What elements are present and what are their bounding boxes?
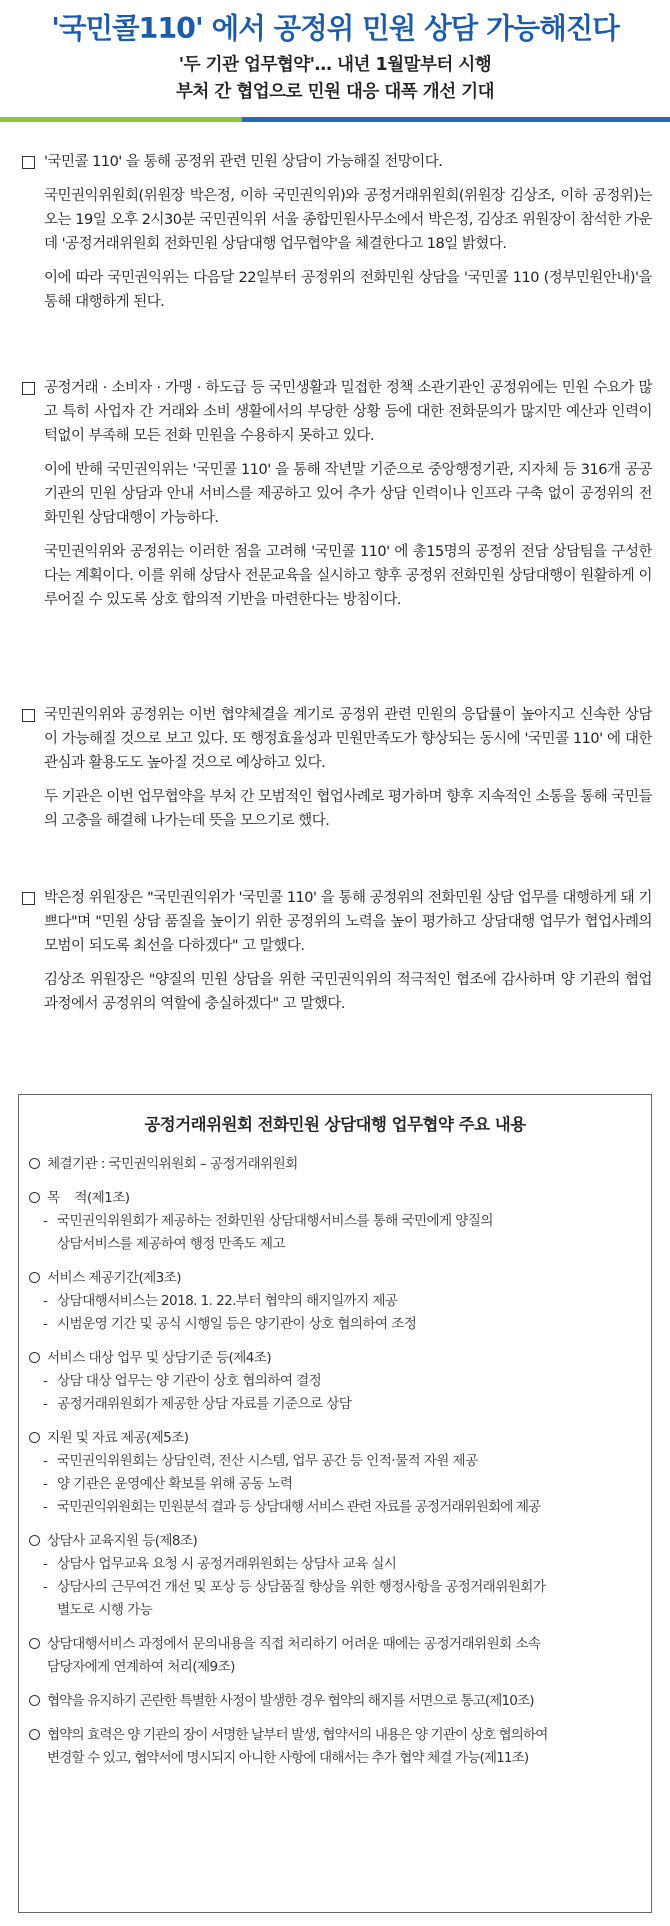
circle-bullet-icon <box>29 1695 40 1706</box>
paragraph: 김상조 위원장은 "양질의 민원 상담을 위한 국민권익위의 적극적인 협조에 감사하며 양 기관의 협업 과정에서 공정위의 역할에 충실하겠다" 고 말했다. <box>44 972 652 1012</box>
summary-subitem: 국민권익위원회가 제공하는 전화민원 상담대행서비스를 통해 국민에게 양질의 <box>57 1213 493 1229</box>
summary-subitem: 상담사 업무교육 요청 시 공정거래위원회는 상담사 교육 실시 <box>57 1556 397 1572</box>
section-4 <box>22 886 652 1016</box>
summary-item: 상담사 교육지원 등(제8조) - 상담사 업무교육 요청 시 공정거래위원회는 상담사 교육 실시 - 상담사의 근무여건 개선 및 포상 등 상담품질 향상을 위한 행정사항을 공정거래위원회가 별도로 시행 가능 <box>29 1530 645 1622</box>
subtitle-line-1: '두 기관 업무협약'… 내년 1월말부터 시행 <box>178 55 492 75</box>
paragraph: 이에 따라 국민권익위는 다음달 22일부터 공정위의 전화민원 상담을 '국민콜 110 (정부민원안내)'을 통해 대행하게 된다. <box>44 270 652 310</box>
summary-item: 서비스 제공기간(제3조) - 상담대행서비스는 2018. 1. 22.부터 협약의 해지일까지 제공 - 시범운영 기간 및 공식 시행일 등은 양기관이 상호 협의하여 조정 <box>29 1267 645 1336</box>
paragraph: 국민권익위와 공정위는 이러한 점을 고려해 '국민콜 110' 에 총15명의 공정위 전담 상담팀을 구성한다는 계획이다. 이를 위해 상담사 전문교육을 실시하고 향후 공정위 전화민원 상담대행이 원활하게 이루어질 수 있도록 상호 합의적 기반을 마련한다는 방침이다. <box>44 544 652 608</box>
section-bullet: '국민콜 110' 을 통해 공정위 관련 민원 상담이 가능해질 전망이다. <box>22 150 652 174</box>
summary-list <box>29 1153 645 1781</box>
circle-bullet-icon <box>29 1432 40 1443</box>
circle-bullet-icon <box>29 1352 40 1363</box>
summary-title: 공정거래위원회 전화민원 상담대행 업무협약 주요 내용 <box>144 1115 526 1134</box>
summary-subitem: 국민권익위원회는 상담인력, 전산 시스템, 업무 공간 등 인적·물적 자원 제공 <box>57 1453 478 1469</box>
summary-subitem: 상담대행서비스는 2018. 1. 22.부터 협약의 해지일까지 제공 <box>57 1293 398 1309</box>
subtitle-line-2: 부처 간 협업으로 민원 대응 대폭 개선 기대 <box>175 82 495 102</box>
summary-item: 서비스 대상 업무 및 상담기준 등(제4조) - 상담 대상 업무는 양 기관이 상호 협의하여 결정 - 공정거래위원회가 제공한 상담 자료를 기준으로 상담 <box>29 1347 645 1416</box>
summary-item-cont: 담당자에게 연계하여 처리(제9조) <box>47 1659 235 1675</box>
agreement-summary-box <box>18 1094 652 1913</box>
circle-bullet-icon <box>29 1729 40 1740</box>
divider-blue <box>242 117 670 122</box>
circle-bullet-icon <box>29 1192 40 1203</box>
paragraph: 국민권익위원회(위원장 박은정, 이하 국민권익위)와 공정거래위원회(위원장 김상조, 이하 공정위)는 오는 19일 오후 2시30분 국민권익위 서울 종합민원사무소에서 박은정, 김상조 위원장이 참석한 가운데 '공정거래위원회 전화민원 상담대행 업무협약'을 체결한다고 18일 밝혔다. <box>44 188 652 252</box>
section-bullet: 박은정 위원장은 "국민권익위가 '국민콜 110' 을 통해 공정위의 전화민원 상담 업무를 대행하게 돼 기쁘다"며 "민원 상담 품질을 높이기 위한 공정위의 노력을 높이 평가하고 상담대행 업무가 협업사례의 모범이 되도록 최선을 다하겠다" 고 말했다. <box>22 886 652 958</box>
summary-item: 목 적(제1조) - 국민권익위원회가 제공하는 전화민원 상담대행서비스를 통해 국민에게 양질의 상담서비스를 제공하여 행정 만족도 제고 <box>29 1187 645 1256</box>
article-title: '국민콜110' 에서 공정위 민원 상담 가능해진다 <box>51 12 619 45</box>
article-subtitle <box>0 52 670 106</box>
summary-item: 협약의 효력은 양 기관의 장이 서명한 날부터 발생, 협약서의 내용은 양 기관이 상호 협의하여 변경할 수 있고, 협약서에 명시되지 아니한 사항에 대해서는 추가 협약 체결 가능(제11조) <box>29 1724 645 1770</box>
section-3 <box>22 703 652 833</box>
summary-item: 협약을 유지하기 곤란한 특별한 사정이 발생한 경우 협약의 해지를 서면으로 통고(제10조) <box>29 1690 645 1713</box>
section-bullet: 공정거래 · 소비자 · 가맹 · 하도급 등 국민생활과 밀접한 정책 소관기관인 공정위에는 민원 수요가 많고 특히 사업자 간 거래와 소비 생활에서의 부당한 상황 등에 대한 전화문의가 많지만 예산과 인력이 턱없이 부족해 모든 전화 민원을 수용하지 못하고 있다. <box>22 376 652 448</box>
summary-subitem: 공정거래위원회가 제공한 상담 자료를 기준으로 상담 <box>57 1396 352 1412</box>
divider-green <box>0 117 242 122</box>
circle-bullet-icon <box>29 1158 40 1169</box>
summary-subitem-cont: 별도로 시행 가능 <box>57 1602 153 1618</box>
paragraph: 두 기관은 이번 업무협약을 부처 간 모범적인 협업사례로 평가하며 향후 지속적인 소통을 통해 국민들의 고충을 해결해 나가는데 뜻을 모으기로 했다. <box>44 789 652 829</box>
square-bullet-icon <box>22 709 35 722</box>
square-bullet-icon <box>22 156 35 169</box>
circle-bullet-icon <box>29 1272 40 1283</box>
article-header <box>0 0 670 122</box>
summary-subitem: 시범운영 기간 및 공식 시행일 등은 양기관이 상호 협의하여 조정 <box>57 1316 417 1332</box>
circle-bullet-icon <box>29 1638 40 1649</box>
summary-item: 상담대행서비스 과정에서 문의내용을 직접 처리하기 어려운 때에는 공정거래위원회 소속 담당자에게 연계하여 처리(제9조) <box>29 1633 645 1679</box>
circle-bullet-icon <box>29 1535 40 1546</box>
summary-subitem: 양 기관은 운영예산 확보를 위해 공동 노력 <box>57 1476 293 1492</box>
summary-subitem: 상담사의 근무여건 개선 및 포상 등 상담품질 향상을 위한 행정사항을 공정거래위원회가 <box>57 1579 546 1595</box>
section-2 <box>22 376 652 612</box>
paragraph: 이에 반해 국민권익위는 '국민콜 110' 을 통해 작년말 기준으로 중앙행정기관, 지자체 등 316개 공공기관의 민원 상담과 안내 서비스를 제공하고 있어 추가 상담 인력이나 인프라 구축 없이 공정위의 전화민원 상담대행이 가능하다. <box>44 462 652 526</box>
summary-item: 지원 및 자료 제공(제5조) - 국민권익위원회는 상담인력, 전산 시스템, 업무 공간 등 인적·물적 자원 제공 - 양 기관은 운영예산 확보를 위해 공동 노력 - 국민권익위원회는 민원분석 결과 등 상담대행 서비스 관련 자료를 공정거래위원회에 제공 <box>29 1427 645 1519</box>
summary-subitem: 상담 대상 업무는 양 기관이 상호 협의하여 결정 <box>57 1373 322 1389</box>
square-bullet-icon <box>22 382 35 395</box>
summary-subitem-cont: 상담서비스를 제공하여 행정 만족도 제고 <box>57 1236 285 1252</box>
section-bullet: 국민권익위와 공정위는 이번 협약체결을 계기로 공정위 관련 민원의 응답률이 높아지고 신속한 상담이 가능해질 것으로 보고 있다. 또 행정효율성과 민원만족도가 향상되는 동시에 '국민콜 110' 에 대한 관심과 활용도도 높아질 것으로 예상하고 있다. <box>22 703 652 775</box>
square-bullet-icon <box>22 892 35 905</box>
summary-subitem: 국민권익위원회는 민원분석 결과 등 상담대행 서비스 관련 자료를 공정거래위원회에 제공 <box>57 1499 541 1515</box>
summary-item-cont: 변경할 수 있고, 협약서에 명시되지 아니한 사항에 대해서는 추가 협약 체결 가능(제11조) <box>47 1750 529 1766</box>
summary-item: 체결기관 : 국민권익위원회 – 공정거래위원회 <box>29 1153 645 1176</box>
section-1 <box>22 150 652 314</box>
